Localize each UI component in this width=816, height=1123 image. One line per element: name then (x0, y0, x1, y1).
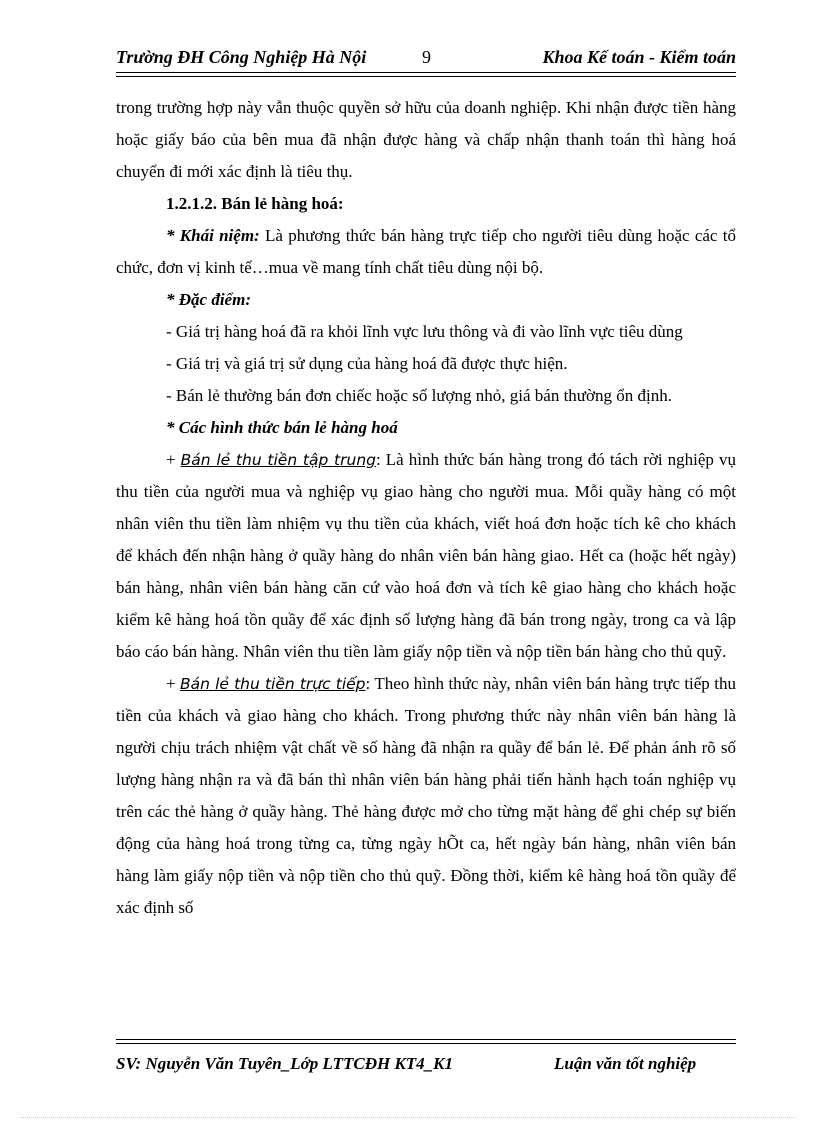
form2-prefix: + (166, 674, 181, 693)
paragraph-continuation: trong trường hợp này vẫn thuộc quyền sở hữu của doanh nghiệp. Khi nhận được tiền hàng hoặc giấy báo của bên mua đã nhận được hàng và chấp nhận thanh toán thì hàng hoá chuyển đi mới xác định là tiêu thụ. (116, 98, 736, 181)
forms-label: * Các hình thức bán lẻ hàng hoá (166, 418, 398, 437)
features-label: * Đặc điểm: (166, 290, 251, 309)
form1-paragraph (116, 444, 736, 668)
page-edge-divider (20, 1117, 796, 1118)
concept-paragraph (116, 220, 736, 284)
feature-item-1: - Giá trị hàng hoá đã ra khỏi lĩnh vực lưu thông và đi vào lĩnh vực tiêu dùng (166, 322, 683, 341)
page-header (116, 47, 736, 73)
form2-text: : Theo hình thức này, nhân viên bán hàng trực tiếp thu tiền của khách và giao hàng cho khách. Trong phương thức này nhân viên bán hàng là người chịu trách nhiệm vật chất về số hàng đã nhận ra quầy để bán lẻ. Để phản ánh rõ số lượng hàng nhận ra và đã bán thì nhân viên bán hàng phải tiến hành hạch toán nghiệp vụ trên các thẻ hàng ở quầy hàng. Thẻ hàng được mở cho từng mặt hàng để ghi chép sự biến động của hàng hoá trong từng ca, từng ngày hÕt ca, hết ngày bán hàng, nhân viên bán hàng làm giấy nộp tiền và nộp tiền cho thủ quỹ. Đồng thời, kiểm kê hàng hoá tồn quầy để xác định số (116, 674, 736, 917)
feature-item-3: - Bán lẻ thường bán đơn chiếc hoặc số lượng nhỏ, giá bán thường ổn định. (166, 386, 672, 405)
section-heading: 1.2.1.2. Bán lẻ hàng hoá: (166, 194, 344, 213)
footer-student: SV: Nguyễn Văn Tuyên_Lớp LTTCĐH KT4_K1 (116, 1054, 454, 1073)
footer-thesis: Luận văn tốt nghiệp (554, 1054, 697, 1073)
form1-prefix: + (166, 450, 181, 469)
footer-rule-thin (116, 1043, 736, 1044)
header-school: Trường ĐH Công Nghiệp Hà Nội (116, 47, 367, 67)
header-department: Khoa Kế toán - Kiểm toán (542, 47, 736, 67)
form2-paragraph (116, 668, 736, 924)
page-footer (116, 1054, 736, 1080)
footer-rule-thick (116, 1039, 736, 1040)
feature-item-2: - Giá trị và giá trị sử dụng của hàng hoá đã được thực hiện. (166, 354, 568, 373)
form1-label: Bán lẻ thu tiền tập trung (180, 451, 376, 469)
header-rule-thick (116, 72, 736, 73)
concept-text: Là phương thức bán hàng trực tiếp cho người tiêu dùng hoặc các tổ chức, đơn vị kinh tế…mua về mang tính chất tiêu dùng nội bộ. (116, 226, 736, 277)
form1-text: : Là hình thức bán hàng trong đó tách rời nghiệp vụ thu tiền của người mua và nghiệp vụ giao hàng cho người mua. Mỗi quầy hàng có một nhân viên thu tiền làm nhiệm vụ thu tiền của khách, viết hoá đơn hoặc tích kê cho khách để khách đến nhận hàng ở quầy hàng do nhân viên bán hàng giao. Hết ca (hoặc hết ngày) bán hàng, nhân viên bán hàng căn cứ vào hoá đơn và tích kê giao hàng cho khách hoặc kiểm kê hàng hoá tồn quầy để xác định số lượng hàng đã bán trong ngày, trong ca và lập báo cáo bán hàng. Nhân viên thu tiền làm giấy nộp tiền và nộp tiền bán hàng cho thủ quỹ. (116, 450, 736, 661)
body-text (116, 92, 736, 924)
form2-label: Bán lẻ thu tiền trực tiếp (180, 675, 366, 693)
header-rule-thin (116, 76, 736, 77)
concept-label: * Khái niệm: (166, 226, 260, 245)
page-number: 9 (422, 47, 431, 67)
